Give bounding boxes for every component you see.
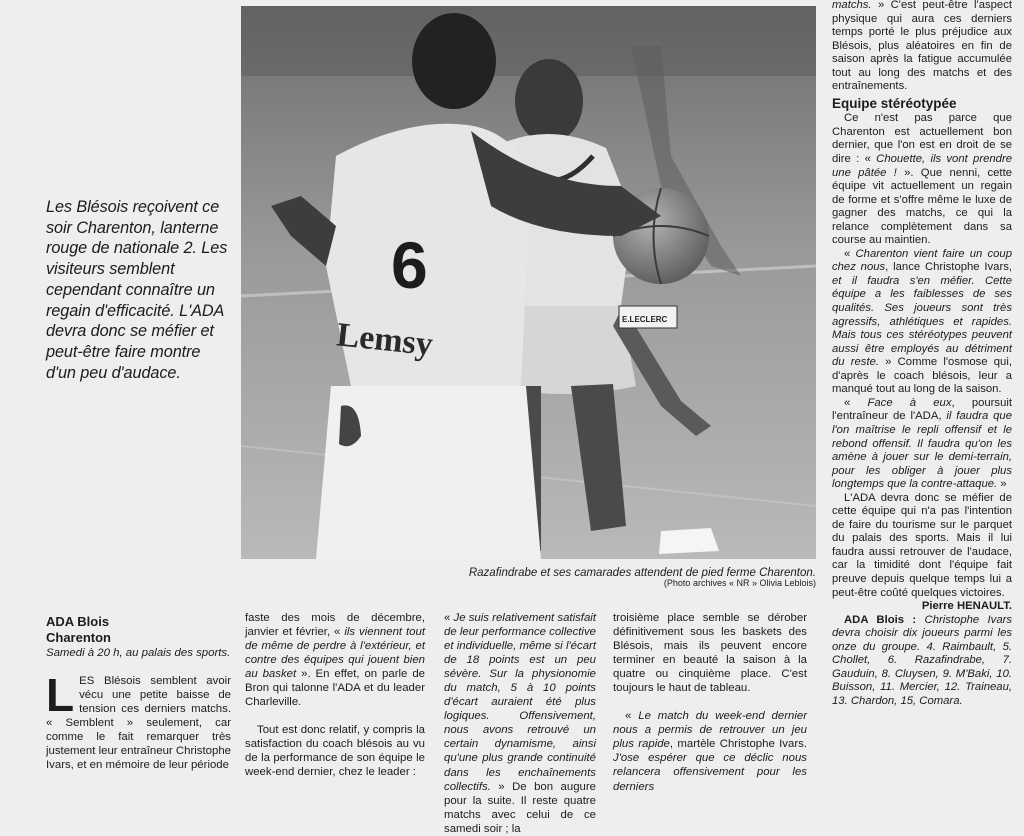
photo-illustration — [241, 6, 816, 559]
col4-text: « — [625, 710, 639, 723]
subheading: Equipe stéréotypée — [832, 95, 957, 111]
col5-text: , poursuit l'entraîneur de l'ADA, — [832, 396, 1013, 423]
col5-quote: matchs. — [832, 0, 872, 11]
match-teams-away: Charenton — [46, 630, 111, 645]
jersey-number: 6 — [391, 228, 428, 302]
col4-quote: Le match du week-end dernier nous a permis de retrouver un jeu plus rapide — [613, 710, 807, 751]
roster-text: Christophe Ivars devra choisir dix joueurs parmi les onze du groupe. 4. Raimbault, 5. Chollet, 6. Razafindrabe, 7. Gauduin, 8. Cluysen, 9. M'Baki, 10. Buisson, 11. Mercier, 12. Traineau, 13. Chardon, 15, Comara. — [832, 613, 1013, 707]
col2-quote: ils viennent tout de même de perdre à l'extérieur, et contre des équipes qui jouent bien au basket — [245, 626, 425, 681]
col5-text: ». Que nenni, cette équipe vit actuellement un regain de forme et s'offre même le luxe de gagner des matchs, ce qui la relance complètement dans sa course au maintien. — [832, 166, 1012, 247]
col2-text: faste des mois de décembre, janvier et février, « — [245, 612, 425, 639]
col5-quote: Chouette, ils vont prendre une pâtée ! — [832, 153, 1012, 179]
column-3 — [444, 611, 596, 836]
col4-paragraph: troisième place semble se dérober définitivement sous les baskets des Blésois, mais ils peuvent encore terminer en beauté la saison à la quatre ou cinquième place. C'est toujours le haut de tableau. — [613, 612, 807, 695]
roster-label: ADA Blois : — [844, 613, 917, 626]
col5-paragraph: L'ADA devra donc se méfier de cette équipe qui n'a pas l'intention de faire du tourisme sur le parquet du palais des sports. Mais il lui faudra aussi retrouver de l'audace, car la timidité dont l'équipe fait preuve depuis quelque temps lui a peut-être coûté quelques victoires. — [832, 491, 1012, 599]
col5-quote: Charenton vient faire un coup chez nous — [832, 247, 1012, 274]
col5-quote: il faudra que l'on maîtrise le repli offensif et le rebond offensif. Il faudra qu'on les amène à jouer sur le demi-terrain, pour les obliger à jouer plus longtemps que la contre-attaque. — [832, 410, 1012, 491]
col5-text: « — [844, 396, 868, 409]
col3-text: » De bon augure pour la suite. Il reste quatre matchs avec celui de ce samedi soir ; la — [444, 780, 596, 835]
match-teams-home: ADA Blois — [46, 614, 110, 629]
col5-text: » Comme l'osmose qui, d'après le coach blésois, leur a manqué tout au long de la saison. — [832, 356, 1012, 396]
col5-text: » C'est peut-être l'aspect physique qui aura ces derniers temps porté le plus préjudice aux Blésois, plus aléatoires en fin de saison après la fatigue accumulée tout au long des matchs et des entraînements. — [832, 0, 1012, 93]
author-signature: Pierre HENAULT. — [921, 600, 1012, 613]
col5-text: « — [844, 247, 856, 260]
column-1 — [46, 614, 231, 772]
photo-caption: Razafindrabe et ses camarades attendent de pied ferme Charenton. — [468, 567, 816, 579]
article-opening: ES Blésois semblent avoir vécu une petite baisse de tension ces derniers matchs. « Semblent » seulement, car comme le fait remarquer très justement leur entraîneur Christophe Ivars, et en mémoire de leur période — [46, 675, 231, 772]
col5-quote: et il faudra s'en méfier. Cette équipe a les faiblesses de ses qualités. Ses joueurs sont très agressifs, athlétiques et rapides. Mais tous ces stéréotypes peuvent aussi être employés au détriment du reste. — [832, 274, 1012, 369]
col4-quote: J'ose espérer que ce déclic nous relancera offensivement pour les derniers — [613, 752, 807, 793]
drop-cap: L — [46, 669, 75, 722]
col5-text: , lance Christophe Ivars, — [885, 261, 1012, 274]
photo-credit: (Photo archives « NR » Olivia Leblois) — [663, 578, 816, 588]
jersey-sponsor-text: Lemsy — [334, 316, 435, 364]
shorts-sponsor: E.LECLERC — [622, 315, 668, 324]
lead-paragraph: Les Blésois reçoivent ce soir Charenton, lanterne rouge de nationale 2. Les visiteurs semblent cependant connaître un regain d'efficacité. L'ADA devra donc se méfier et peut-être faire montre d'un peu d'audace. — [46, 198, 228, 382]
col3-text: « — [444, 612, 454, 624]
col5-text: Ce n'est pas parce que Charenton est actuellement bon dernier, que l'on est en droit de se dire : « — [832, 112, 1012, 166]
column-5 — [832, 0, 1012, 708]
col5-text: » — [997, 478, 1007, 491]
col3-quote: Je suis relativement satisfait de leur performance collective et individuelle, même si l'écart de 18 points est un peu sévère. Sur la physionomie du match, 5 à 10 points d'écart auraient été plus logiques. Offensivement, nous avons retrouvé un certain dynamisme, ainsi qu'une plus grande continuité dans les enchaînements collectifs. — [444, 612, 596, 793]
column-4 — [613, 611, 807, 794]
basketball-photo — [241, 6, 816, 559]
col2-text: ». En effet, on parle de Bron qui talonne l'ADA et du leader Charleville. — [245, 668, 425, 709]
col4-text: , martèle Christophe Ivars. — [669, 738, 807, 751]
col5-quote: Face à eux — [867, 396, 952, 409]
col2-paragraph: Tout est donc relatif, y compris la satisfaction du coach blésois au vu de la performance de son équipe le week-end dernier, chez le leader : — [245, 724, 425, 779]
match-info: Samedi à 20 h, au palais des sports. — [46, 647, 231, 659]
column-2 — [245, 611, 425, 780]
